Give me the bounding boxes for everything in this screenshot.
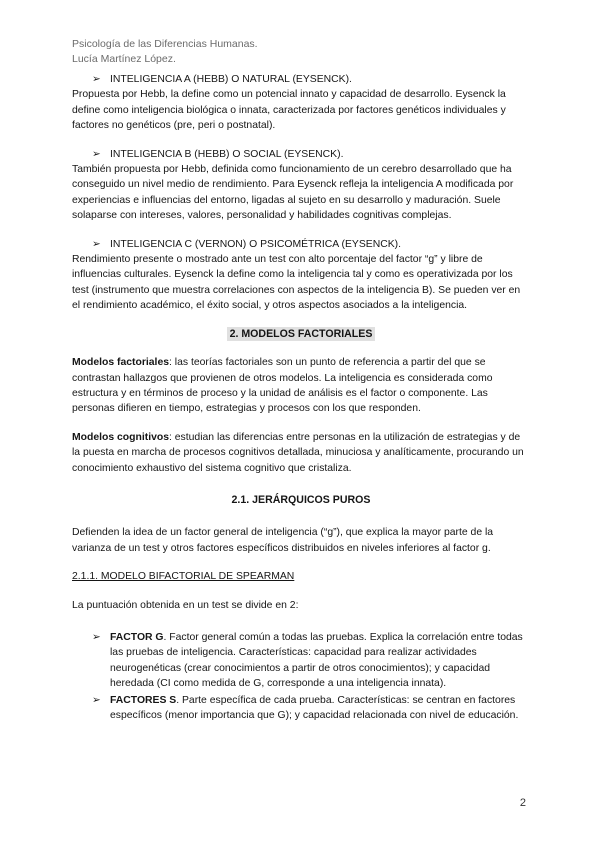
intelligence-c-title: INTELIGENCIA C (VERNON) O PSICOMÉTRICA (EYSENCK). [110, 238, 401, 250]
arrow-bullet-icon: ➢ [92, 694, 101, 706]
section-heading-pure-hierarchical: 2.1. JERÁRQUICOS PUROS [231, 493, 371, 506]
intelligence-c-heading [72, 237, 530, 252]
factorial-models-paragraph [72, 355, 530, 417]
pure-hierarchical-intro: Defienden la idea de un factor general de inteligencia (“g”), que explica la mayor parte de la varianza de un test y otros factores específicos distribuidos en niveles inferiores al factor g. [72, 527, 494, 554]
page-number: 2 [519, 797, 526, 809]
arrow-bullet-icon: ➢ [92, 74, 101, 85]
intelligence-b-heading [72, 147, 530, 162]
cognitive-models-term: Modelos cognitivos [72, 431, 169, 443]
section-heading-factorial-models [72, 327, 530, 342]
arrow-bullet-icon: ➢ [92, 631, 101, 643]
intelligence-b-paragraph: También propuesta por Hebb, definida como funcionamiento de un cerebro desarrollado que ha conseguido un nivel medio de rendimiento. Para Eysenck refleja la inteligencia A modificada por experiencias e influencias del entorno, ligadas al sujeto en su desarrollo y maduración. Suele solaparse con intereses, valores, personalidad y habilidades cognitivas complejas. [72, 164, 514, 222]
factor-list [72, 630, 530, 723]
section-title-text: 2. MODELOS FACTORIALES [227, 327, 376, 341]
author-name: Lucía Martínez López. [72, 53, 176, 65]
factors-s-term: FACTORES S [110, 694, 177, 706]
course-title: Psicología de las Diferencias Humanas. [72, 38, 258, 50]
factor-g-text: . Factor general común a todas las pruebas. Explica la correlación entre todas las pruebas de inteligencia. Características: capacidad para realizar actividades neurogenéticas (crear conocimientos a partir de otros conocimientos); y capacidad heredada (CI como medida de G, corresponde a una inteligencia innata). [110, 631, 523, 690]
intelligence-c-paragraph: Rendimiento presente o mostrado ante un test con alto porcentaje del factor “g” y libre de influencias culturales. Eysenck la define como la inteligencia tal y como es operativizada por los test (instrumento que muestra correlaciones con aspectos de la inteligencia B). Se pueden ver en el rendimiento académico, el éxito social, y otros aspectos asociados a la inteligencia. [72, 254, 521, 312]
cognitive-models-paragraph [72, 430, 530, 476]
factors-s-text: . Parte específica de cada prueba. Características: se centran en factores específicos (menor importancia que G); y capacidad relacionada con nivel de educación. [110, 694, 519, 721]
spearman-model-heading: 2.1.1. MODELO BIFACTORIAL DE SPEARMAN [72, 571, 295, 583]
list-item-factor-g [92, 630, 530, 692]
intelligence-a-heading [72, 72, 530, 87]
arrow-bullet-icon: ➢ [92, 238, 101, 250]
score-division-text: La puntuación obtenida en un test se divide en 2: [72, 599, 299, 611]
cognitive-models-text: : estudian las diferencias entre personas en la utilización de estrategias y de la puesta en marcha de procesos cognitivos detallada, minuciosa y analíticamente, procurando un conocimiento exhaustivo del sistema cognitivo que cristaliza. [72, 431, 524, 474]
intelligence-a-title: INTELIGENCIA A (HEBB) O NATURAL (EYSENCK). [110, 74, 352, 85]
factorial-models-text: : las teorías factoriales son un punto de referencia a partir del que se contrastan hallazgos que provienen de otros modelos. La inteligencia es considerada como estructura y en términos de proceso y la unidad de análisis es el factor o componente. Las personas difieren en tiempo, estrategias y procesos con los que responden. [72, 357, 493, 415]
document-header [72, 37, 258, 67]
factorial-models-term: Modelos factoriales [72, 357, 170, 369]
factor-g-term: FACTOR G [110, 631, 164, 643]
page-content [72, 72, 530, 724]
intelligence-b-title: INTELIGENCIA B (HEBB) O SOCIAL (EYSENCK). [110, 148, 344, 160]
intelligence-a-paragraph: Propuesta por Hebb, la define como un potencial innato y capacidad de desarrollo. Eysenck la define como inteligencia biológica o innata, caracterizada por factores genéticos individuales y factores no genéticos (pre, peri o postnatal). [72, 89, 506, 132]
arrow-bullet-icon: ➢ [92, 148, 101, 160]
list-item-factors-s [92, 693, 530, 724]
